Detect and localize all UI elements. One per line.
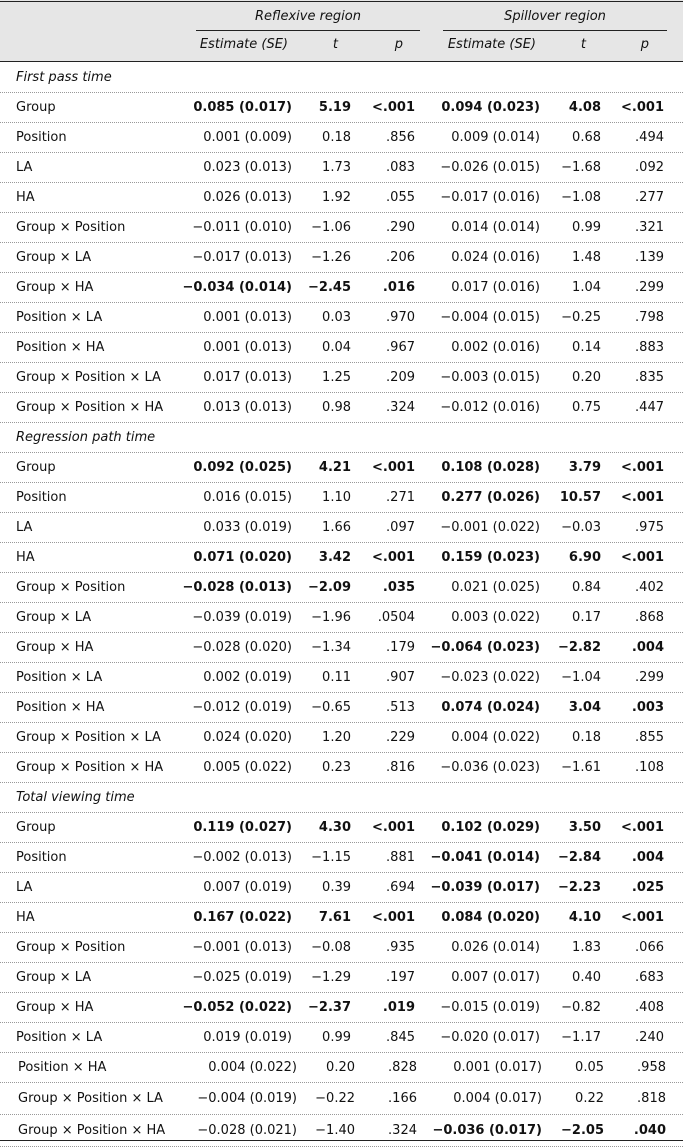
col-estimate-spillover: Estimate (SE) [447, 37, 536, 52]
table-row [0, 513, 683, 543]
cell-p-spillover: .958 [637, 1060, 666, 1075]
top-rule [0, 1, 683, 2]
cell-p-spillover: .447 [635, 400, 664, 415]
cell-p-spillover: .004 [631, 850, 664, 865]
cell-estimate-spillover: −0.001 (0.022) [440, 520, 540, 535]
cell-estimate-spillover: 0.094 (0.023) [441, 100, 540, 115]
cell-p-reflexive: .856 [386, 130, 415, 145]
cell-t-spillover: −0.25 [561, 310, 601, 325]
cell-t-spillover: 1.83 [572, 940, 601, 955]
cell-estimate-reflexive: 0.033 (0.019) [203, 520, 292, 535]
row-label: Position × LA [16, 310, 103, 325]
table-row [0, 573, 683, 603]
cell-estimate-reflexive: −0.004 (0.019) [197, 1091, 297, 1106]
cell-estimate-spillover: −0.064 (0.023) [430, 640, 540, 655]
cell-t-reflexive: 0.20 [326, 1060, 355, 1075]
cell-estimate-reflexive: 0.092 (0.025) [193, 460, 292, 475]
row-label: Group × LA [16, 610, 92, 625]
table-row [0, 933, 683, 963]
cell-t-spillover: 4.10 [568, 910, 601, 925]
cell-p-spillover: .139 [635, 250, 664, 265]
cell-estimate-spillover: −0.036 (0.023) [440, 760, 540, 775]
cell-estimate-spillover: 0.007 (0.017) [451, 970, 540, 985]
row-label: Group [16, 820, 56, 835]
cell-t-spillover: −1.08 [561, 190, 601, 205]
cell-p-spillover: <.001 [621, 550, 664, 565]
cell-estimate-reflexive: −0.028 (0.020) [192, 640, 292, 655]
cell-estimate-spillover: −0.020 (0.017) [440, 1030, 540, 1045]
cell-estimate-spillover: 0.003 (0.022) [451, 610, 540, 625]
cell-t-spillover: −0.03 [561, 520, 601, 535]
cell-p-spillover: .818 [637, 1091, 666, 1106]
group-header-spillover: Spillover region [504, 9, 606, 24]
cell-p-reflexive: .970 [386, 310, 415, 325]
cell-estimate-reflexive: 0.007 (0.019) [203, 880, 292, 895]
cell-p-spillover: .092 [635, 160, 664, 175]
row-label: Group [16, 100, 56, 115]
row-label: Position [16, 130, 67, 145]
cell-p-reflexive: .0504 [377, 610, 415, 625]
cell-estimate-reflexive: −0.001 (0.013) [192, 940, 292, 955]
cell-estimate-reflexive: 0.085 (0.017) [193, 100, 292, 115]
cell-estimate-reflexive: 0.023 (0.013) [203, 160, 292, 175]
cell-p-reflexive: .083 [386, 160, 415, 175]
section-header [0, 423, 683, 453]
row-label: Group × HA [16, 640, 94, 655]
cell-t-spillover: 1.48 [572, 250, 601, 265]
section-header [0, 783, 683, 813]
cell-t-reflexive: −1.15 [311, 850, 351, 865]
table-row [0, 873, 683, 903]
table-row [0, 963, 683, 993]
table-row [0, 183, 683, 213]
table-row [0, 693, 683, 723]
cell-p-spillover: .066 [635, 940, 664, 955]
table-row [0, 123, 683, 153]
cell-p-reflexive: <.001 [372, 550, 415, 565]
cell-t-reflexive: −0.22 [315, 1091, 355, 1106]
row-label: HA [16, 550, 35, 565]
row-label: Group × Position [16, 940, 126, 955]
cell-p-spillover: .883 [635, 340, 664, 355]
table-row [0, 303, 683, 333]
cell-estimate-spillover: −0.023 (0.022) [440, 670, 540, 685]
cell-estimate-reflexive: −0.017 (0.013) [192, 250, 292, 265]
cell-p-spillover: .855 [635, 730, 664, 745]
table-row [0, 1115, 683, 1147]
cell-p-reflexive: .290 [386, 220, 415, 235]
cell-t-reflexive: 0.99 [322, 1030, 351, 1045]
cell-t-reflexive: −1.96 [311, 610, 351, 625]
cell-estimate-spillover: 0.009 (0.014) [451, 130, 540, 145]
cell-t-spillover: 3.04 [568, 700, 601, 715]
cell-estimate-reflexive: 0.005 (0.022) [203, 760, 292, 775]
cell-estimate-reflexive: 0.016 (0.015) [203, 490, 292, 505]
row-label: Group × Position × HA [18, 1123, 166, 1138]
cell-t-reflexive: −2.09 [308, 580, 351, 595]
table-row [0, 1023, 683, 1053]
cell-t-spillover: 0.22 [575, 1091, 604, 1106]
cell-t-spillover: 0.40 [572, 970, 601, 985]
row-label: Position × LA [16, 1030, 103, 1045]
cell-p-spillover: <.001 [621, 460, 664, 475]
table-row [0, 903, 683, 933]
cell-estimate-reflexive: −0.028 (0.021) [197, 1123, 297, 1138]
cell-estimate-spillover: 0.001 (0.017) [453, 1060, 542, 1075]
table-row [0, 393, 683, 423]
cell-p-spillover: .004 [631, 640, 664, 655]
cell-t-reflexive: −2.37 [308, 1000, 351, 1015]
row-label: Position × HA [16, 340, 105, 355]
cell-p-reflexive: .324 [388, 1123, 417, 1138]
cell-estimate-reflexive: 0.002 (0.019) [203, 670, 292, 685]
cell-estimate-reflexive: 0.001 (0.013) [203, 340, 292, 355]
cell-p-reflexive: .935 [386, 940, 415, 955]
cell-p-spillover: .040 [633, 1123, 666, 1138]
section-header [0, 63, 683, 93]
cell-t-spillover: −2.23 [558, 880, 601, 895]
cell-p-reflexive: .229 [386, 730, 415, 745]
row-label: Group × Position [16, 580, 126, 595]
row-label: HA [16, 190, 35, 205]
cell-t-reflexive: −0.65 [311, 700, 351, 715]
cell-t-reflexive: 1.92 [322, 190, 351, 205]
cell-estimate-spillover: 0.024 (0.016) [451, 250, 540, 265]
cell-t-spillover: 0.99 [572, 220, 601, 235]
row-label: Position [16, 850, 67, 865]
cell-estimate-reflexive: 0.019 (0.019) [203, 1030, 292, 1045]
cell-p-reflexive: .967 [386, 340, 415, 355]
cell-t-spillover: 0.20 [572, 370, 601, 385]
cell-t-spillover: −1.61 [561, 760, 601, 775]
cell-estimate-spillover: −0.039 (0.017) [430, 880, 540, 895]
row-label: LA [16, 160, 33, 175]
section-label: Regression path time [16, 430, 156, 445]
table-row [0, 363, 683, 393]
cell-p-reflexive: .324 [386, 400, 415, 415]
cell-t-reflexive: 3.42 [318, 550, 351, 565]
cell-estimate-reflexive: 0.167 (0.022) [193, 910, 292, 925]
table-row [0, 1053, 683, 1083]
table-row [0, 843, 683, 873]
cell-t-spillover: −1.04 [561, 670, 601, 685]
table-header [0, 0, 683, 62]
table-row [0, 753, 683, 783]
cell-t-reflexive: 0.03 [322, 310, 351, 325]
cell-estimate-reflexive: −0.025 (0.019) [192, 970, 292, 985]
cell-t-reflexive: −1.06 [311, 220, 351, 235]
cell-p-spillover: <.001 [621, 100, 664, 115]
cell-t-spillover: 1.04 [572, 280, 601, 295]
cell-p-reflexive: <.001 [372, 910, 415, 925]
cell-p-reflexive: .179 [386, 640, 415, 655]
cell-estimate-spillover: −0.026 (0.015) [440, 160, 540, 175]
cell-t-reflexive: −0.08 [311, 940, 351, 955]
cell-t-spillover: 0.84 [572, 580, 601, 595]
cell-estimate-reflexive: 0.001 (0.013) [203, 310, 292, 325]
cell-p-reflexive: .016 [382, 280, 415, 295]
cell-estimate-spillover: 0.159 (0.023) [441, 550, 540, 565]
cell-t-spillover: −1.68 [561, 160, 601, 175]
row-label: Group × HA [16, 280, 94, 295]
cell-estimate-reflexive: −0.012 (0.019) [192, 700, 292, 715]
cell-estimate-spillover: 0.002 (0.016) [451, 340, 540, 355]
col-p-spillover: p [640, 37, 649, 52]
cell-p-reflexive: <.001 [372, 100, 415, 115]
cell-t-reflexive: −2.45 [308, 280, 351, 295]
table-row [0, 333, 683, 363]
row-label: Group × Position × HA [16, 760, 164, 775]
cell-estimate-reflexive: 0.024 (0.020) [203, 730, 292, 745]
cell-estimate-spillover: 0.277 (0.026) [441, 490, 540, 505]
cell-t-spillover: −2.84 [558, 850, 601, 865]
cell-p-spillover: .108 [635, 760, 664, 775]
table-row [0, 213, 683, 243]
cell-t-spillover: 0.14 [572, 340, 601, 355]
cell-t-spillover: 0.75 [572, 400, 601, 415]
cell-p-spillover: .299 [635, 280, 664, 295]
row-label: Position × HA [18, 1060, 107, 1075]
cell-p-reflexive: .881 [386, 850, 415, 865]
row-label: Group × Position × LA [18, 1091, 163, 1106]
cell-t-reflexive: 1.66 [322, 520, 351, 535]
cell-t-reflexive: 1.20 [322, 730, 351, 745]
cell-t-reflexive: −1.40 [315, 1123, 355, 1138]
cell-t-spillover: −0.82 [561, 1000, 601, 1015]
table-row [0, 153, 683, 183]
cell-estimate-reflexive: 0.004 (0.022) [208, 1060, 297, 1075]
col-p-reflexive: p [394, 37, 403, 52]
cell-p-spillover: .683 [635, 970, 664, 985]
cell-t-reflexive: 5.19 [318, 100, 351, 115]
cell-estimate-reflexive: −0.028 (0.013) [182, 580, 292, 595]
table-row [0, 243, 683, 273]
cell-t-spillover: 3.79 [568, 460, 601, 475]
cell-estimate-reflexive: 0.026 (0.013) [203, 190, 292, 205]
row-label: LA [16, 880, 33, 895]
col-t-spillover: t [580, 37, 586, 52]
cell-t-reflexive: −1.29 [311, 970, 351, 985]
cell-estimate-reflexive: 0.017 (0.013) [203, 370, 292, 385]
cell-t-reflexive: −1.26 [311, 250, 351, 265]
row-label: Group × HA [16, 1000, 94, 1015]
cell-p-reflexive: .694 [386, 880, 415, 895]
cell-p-reflexive: .513 [386, 700, 415, 715]
cell-p-reflexive: .907 [386, 670, 415, 685]
row-label: Group [16, 460, 56, 475]
cell-p-reflexive: .845 [386, 1030, 415, 1045]
reflexive-underline [196, 30, 420, 31]
cell-p-reflexive: .055 [386, 190, 415, 205]
cell-p-spillover: <.001 [621, 490, 664, 505]
cell-p-reflexive: <.001 [372, 460, 415, 475]
cell-estimate-reflexive: 0.001 (0.009) [203, 130, 292, 145]
cell-estimate-spillover: 0.021 (0.025) [451, 580, 540, 595]
cell-p-reflexive: .197 [386, 970, 415, 985]
table-row [0, 543, 683, 573]
cell-t-reflexive: 7.61 [318, 910, 351, 925]
cell-t-spillover: 0.17 [572, 610, 601, 625]
cell-t-reflexive: −1.34 [311, 640, 351, 655]
cell-t-spillover: 0.68 [572, 130, 601, 145]
row-label: Group × Position [16, 220, 126, 235]
cell-t-reflexive: 0.98 [322, 400, 351, 415]
cell-t-reflexive: 0.18 [322, 130, 351, 145]
cell-t-spillover: 0.05 [575, 1060, 604, 1075]
table-row [0, 633, 683, 663]
group-header-reflexive: Reflexive region [255, 9, 361, 24]
col-estimate-reflexive: Estimate (SE) [199, 37, 288, 52]
cell-t-spillover: 0.18 [572, 730, 601, 745]
row-label: Group × LA [16, 970, 92, 985]
cell-p-spillover: .408 [635, 1000, 664, 1015]
cell-t-spillover: −1.17 [561, 1030, 601, 1045]
cell-p-spillover: .025 [631, 880, 664, 895]
cell-p-spillover: .240 [635, 1030, 664, 1045]
cell-estimate-reflexive: −0.052 (0.022) [182, 1000, 292, 1015]
cell-p-reflexive: <.001 [372, 820, 415, 835]
cell-estimate-reflexive: −0.034 (0.014) [182, 280, 292, 295]
cell-estimate-spillover: 0.074 (0.024) [441, 700, 540, 715]
cell-estimate-spillover: 0.014 (0.014) [451, 220, 540, 235]
cell-p-reflexive: .828 [388, 1060, 417, 1075]
section-label: First pass time [16, 70, 112, 85]
cell-t-reflexive: 0.11 [322, 670, 351, 685]
cell-estimate-spillover: −0.012 (0.016) [440, 400, 540, 415]
cell-t-reflexive: 0.23 [322, 760, 351, 775]
cell-estimate-spillover: 0.026 (0.014) [451, 940, 540, 955]
cell-estimate-reflexive: 0.071 (0.020) [193, 550, 292, 565]
table-row [0, 453, 683, 483]
cell-p-spillover: .402 [635, 580, 664, 595]
cell-t-reflexive: 0.04 [322, 340, 351, 355]
cell-t-reflexive: 1.25 [322, 370, 351, 385]
table-row [0, 93, 683, 123]
cell-p-reflexive: .097 [386, 520, 415, 535]
cell-estimate-spillover: −0.017 (0.016) [440, 190, 540, 205]
row-label: Position [16, 490, 67, 505]
cell-p-spillover: .494 [635, 130, 664, 145]
cell-p-reflexive: .019 [382, 1000, 415, 1015]
table-row [0, 603, 683, 633]
header-bottom-rule [0, 61, 683, 62]
cell-estimate-spillover: 0.017 (0.016) [451, 280, 540, 295]
cell-p-spillover: .975 [635, 520, 664, 535]
cell-t-reflexive: 4.30 [318, 820, 351, 835]
cell-estimate-spillover: −0.004 (0.015) [440, 310, 540, 325]
cell-p-spillover: .003 [631, 700, 664, 715]
row-label: Position × HA [16, 700, 105, 715]
table-row [0, 993, 683, 1023]
row-label: Group × Position × LA [16, 730, 161, 745]
cell-estimate-reflexive: 0.013 (0.013) [203, 400, 292, 415]
spillover-underline [443, 30, 667, 31]
cell-estimate-spillover: 0.004 (0.022) [451, 730, 540, 745]
cell-estimate-spillover: −0.015 (0.019) [440, 1000, 540, 1015]
cell-p-spillover: .277 [635, 190, 664, 205]
cell-estimate-reflexive: −0.002 (0.013) [192, 850, 292, 865]
cell-p-spillover: .321 [635, 220, 664, 235]
cell-estimate-reflexive: −0.011 (0.010) [192, 220, 292, 235]
section-label: Total viewing time [16, 790, 135, 805]
cell-p-spillover: <.001 [621, 910, 664, 925]
cell-estimate-spillover: 0.108 (0.028) [441, 460, 540, 475]
cell-t-reflexive: 0.39 [322, 880, 351, 895]
cell-estimate-reflexive: −0.039 (0.019) [192, 610, 292, 625]
table-row [0, 723, 683, 753]
cell-p-spillover: <.001 [621, 820, 664, 835]
cell-p-reflexive: .209 [386, 370, 415, 385]
row-label: Group × Position × LA [16, 370, 161, 385]
cell-estimate-spillover: −0.041 (0.014) [430, 850, 540, 865]
cell-t-spillover: 4.08 [568, 100, 601, 115]
cell-estimate-spillover: 0.084 (0.020) [441, 910, 540, 925]
table-row [0, 663, 683, 693]
cell-p-reflexive: .271 [386, 490, 415, 505]
cell-t-spillover: 10.57 [559, 490, 601, 505]
cell-p-spillover: .798 [635, 310, 664, 325]
cell-p-spillover: .299 [635, 670, 664, 685]
cell-estimate-spillover: −0.036 (0.017) [432, 1123, 542, 1138]
cell-t-spillover: 3.50 [568, 820, 601, 835]
cell-t-spillover: −2.05 [561, 1123, 604, 1138]
row-label: Group × Position × HA [16, 400, 164, 415]
table-row [0, 483, 683, 513]
row-label: LA [16, 520, 33, 535]
table-row [0, 273, 683, 303]
row-label: Position × LA [16, 670, 103, 685]
cell-p-spillover: .868 [635, 610, 664, 625]
row-label: Group × LA [16, 250, 92, 265]
cell-p-reflexive: .816 [386, 760, 415, 775]
cell-t-reflexive: 1.73 [322, 160, 351, 175]
cell-p-spillover: .835 [635, 370, 664, 385]
cell-estimate-spillover: 0.004 (0.017) [453, 1091, 542, 1106]
cell-p-reflexive: .035 [382, 580, 415, 595]
cell-t-reflexive: 4.21 [318, 460, 351, 475]
cell-t-spillover: −2.82 [558, 640, 601, 655]
cell-estimate-spillover: 0.102 (0.029) [441, 820, 540, 835]
row-label: HA [16, 910, 35, 925]
cell-t-spillover: 6.90 [568, 550, 601, 565]
cell-estimate-spillover: −0.003 (0.015) [440, 370, 540, 385]
cell-t-reflexive: 1.10 [322, 490, 351, 505]
table-row [0, 813, 683, 843]
table-row [0, 1083, 683, 1115]
cell-estimate-reflexive: 0.119 (0.027) [193, 820, 292, 835]
cell-p-reflexive: .166 [388, 1091, 417, 1106]
cell-p-reflexive: .206 [386, 250, 415, 265]
col-t-reflexive: t [332, 37, 338, 52]
